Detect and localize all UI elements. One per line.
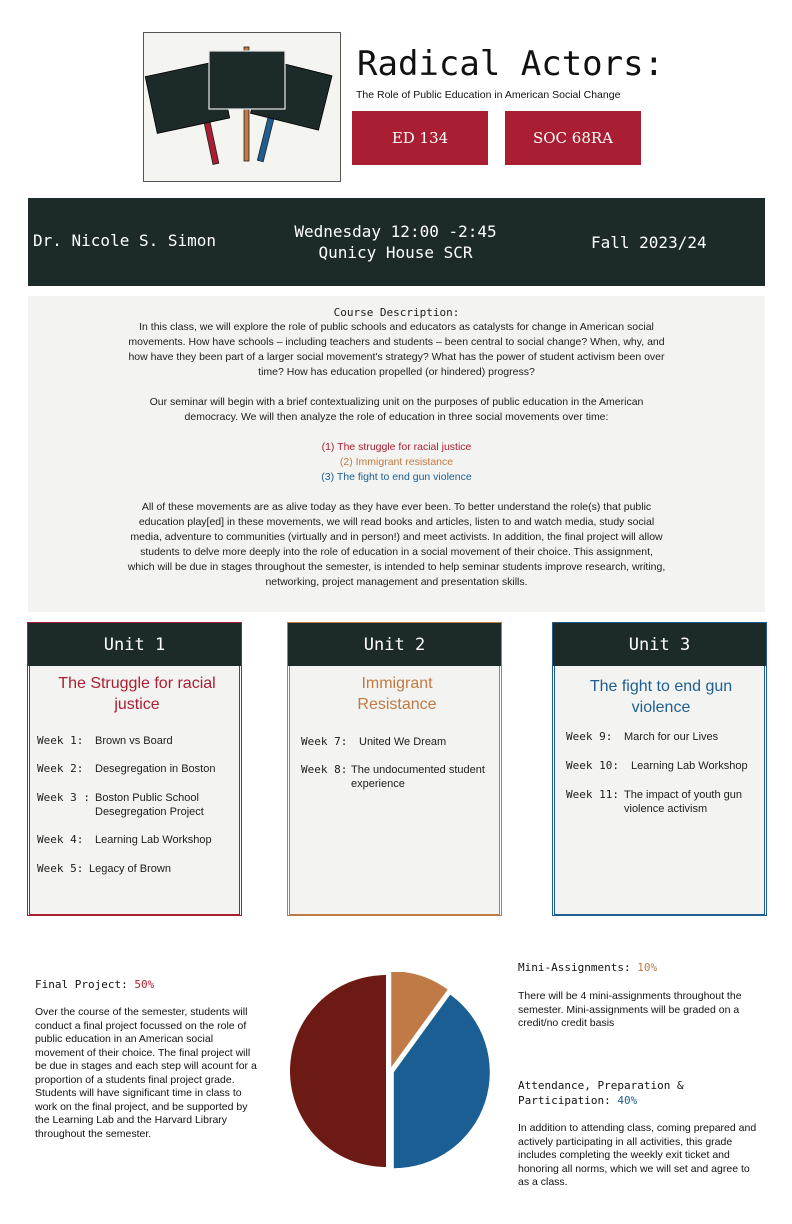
attendance-percent: 40% [617,1094,638,1107]
course-code-ed: ED 134 [352,111,488,165]
unit-1-card [27,622,242,916]
course-description [28,296,765,612]
attendance-title-line2: Participation: [518,1094,611,1107]
week-topic: Learning Lab Workshop [631,760,748,772]
week-topic: The undocumented student experience [351,764,485,790]
attendance-label [518,1078,684,1108]
description-paragraph-1: In this class, we will explore the role of public schools and educators as catalysts for change in American social movements. How have schools – including teachers and students – been central to social change? When, why, and how have they been part of a larger social movement's strategy? What has the power of student activism been over time? How has education propelled (or hindered) progress? [128,321,665,378]
movement-racial-justice: (1) The struggle for racial justice [321,441,472,453]
info-bar [28,198,765,286]
week-label: Week 5: [37,862,84,875]
grade-pie-chart [286,972,494,1170]
mini-assignments-percent: 10% [637,961,658,974]
week-item [37,791,239,819]
mini-assignments-text: There will be 4 mini-assignments throughout the semester. Mini-assignments will be graded on a credit/no credit basis [518,990,742,1029]
week-label: Week 7: [301,735,348,748]
location: Qunicy House SCR [318,243,473,262]
mini-assignments-title: Mini-Assignments: [518,961,631,974]
week-label: Week 11: [566,788,619,801]
week-item [37,833,239,847]
unit-2-header: Unit 2 [288,623,501,666]
week-item [566,730,764,744]
week-topic: Desegregation in Boston [95,763,216,775]
instructor-name: Dr. Nicole S. Simon [33,231,217,250]
week-item [37,734,239,748]
schedule [258,221,533,263]
week-topic: United We Dream [359,736,447,748]
week-item [566,759,764,773]
day-time: Wednesday 12:00 -2:45 [294,222,497,241]
unit-3-body [554,666,765,915]
movement-gun-violence: (3) The fight to end gun violence [321,471,472,483]
attendance-title-line1: Attendance, Preparation & [518,1079,684,1092]
page-subtitle: The Role of Public Education in American Social Change [356,89,621,101]
final-project-label [35,977,154,992]
final-project-percent: 50% [134,978,155,991]
unit-2-title: Immigrant Resistance [357,675,437,713]
unit-2-card [287,622,502,916]
term: Fall 2023/24 [591,233,707,252]
week-label: Week 2: [37,762,84,775]
description-paragraph-2: Our seminar will begin with a brief contextualizing unit on the purposes of public education in the American democracy. We will then analyze the role of education in three social movements over time: [149,396,644,423]
week-topic: Legacy of Brown [89,863,171,875]
week-label: Week 10: [566,759,619,772]
week-topic: The impact of youth gun violence activism [624,789,743,815]
final-project-title: Final Project: [35,978,128,991]
mini-assignments-label [518,960,657,975]
week-label: Week 9: [566,730,613,743]
unit-2-body [289,666,500,915]
unit-3-header: Unit 3 [553,623,766,666]
week-item [301,735,499,749]
description-heading: Course Description: [333,306,460,319]
week-label: Week 4: [37,833,84,846]
unit-3-card [552,622,767,916]
protest-signs-icon [144,33,342,183]
week-label: Week 1: [37,734,84,747]
week-label: Week 3 : [37,791,90,804]
unit-3-title: The fight to end gun violence [589,678,733,716]
week-topic: March for our Lives [624,731,719,743]
attendance-text: In addition to attending class, coming prepared and actively participating in all activities, this grade includes completing the weekly exit ticket and honoring all norms, which we will set and agree to as a class. [518,1122,757,1188]
week-topic: Brown vs Board [95,735,173,747]
week-item [37,762,239,776]
course-code-soc: SOC 68RA [505,111,641,165]
pie-slice-final-project [290,975,386,1167]
description-paragraph-3: All of these movements are as alive today as they have ever been. To better understand the role(s) that public education play[ed] in these movements, we will read books and articles, listen to and watch media, study social media, adventure to communities (virtually and in person!) and meet activists. In addition, the final project will allow students to delve more deeply into the role of education in a social movement of their choice. This assignment, which will be due in stages throughout the semester, is intended to help seminar students improve research, writing, networking, project management and presentation skills. [127,501,666,588]
week-item [301,763,499,791]
movement-immigrant-resistance: (2) Immigrant resistance [339,456,454,468]
week-topic: Learning Lab Workshop [95,834,212,846]
unit-1-header: Unit 1 [28,623,241,666]
week-topic: Boston Public School Desegregation Project [95,792,204,818]
final-project-text: Over the course of the semester, students will conduct a final project focussed on the role of public education in an American social movement of their choice. The final project will be due in stages and each step will acount for a proportion of a students final project grade. Students will have significant time in class to work on the final project, and be supported by the Learning Lab and the Harvard Library throughout the semester. [35,1006,257,1140]
unit-1-body [29,666,240,915]
week-item [566,788,764,816]
page-title: Radical Actors: [357,44,665,84]
course-logo [143,32,341,182]
unit-1-title: The Struggle for racial justice [58,675,216,713]
week-label: Week 8: [301,763,348,776]
week-item [37,862,239,876]
